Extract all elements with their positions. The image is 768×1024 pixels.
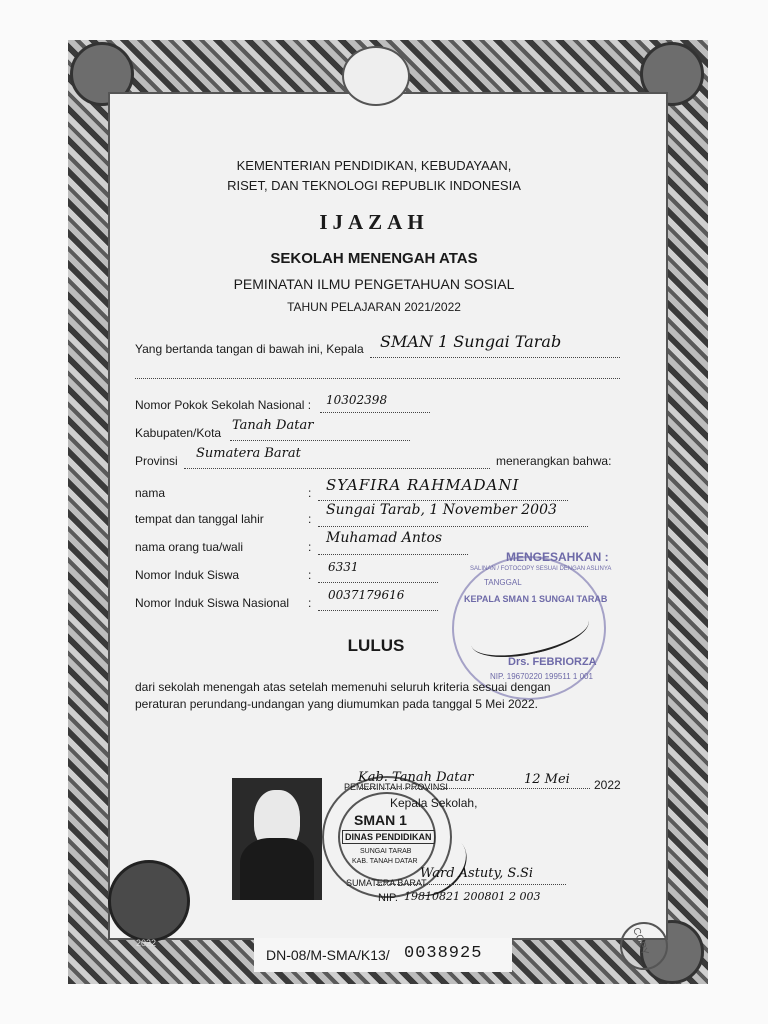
- result-status: LULUS: [347, 636, 405, 655]
- colon: :: [308, 486, 312, 500]
- garuda-emblem-icon: [342, 46, 410, 106]
- stamp-official-nip: NIP. 19670220 199511 1 001: [490, 672, 593, 681]
- stamp-line-3: KEPALA SMAN 1 SUNGAI TARAB: [464, 594, 608, 604]
- field-value-nisn: 0037179616: [328, 588, 405, 602]
- serial-number: 0038925: [404, 944, 483, 963]
- kabupaten-value: Tanah Datar: [232, 418, 314, 433]
- student-photo: [232, 778, 322, 900]
- intro-label: Yang bertanda tangan di bawah ini, Kepala: [135, 342, 364, 356]
- dotted-line: [135, 378, 620, 379]
- colon: :: [308, 596, 312, 610]
- field-label-nama: nama: [135, 486, 166, 500]
- seal-dinas: DINAS PENDIDIKAN: [342, 830, 435, 844]
- sign-year: 2022: [594, 778, 621, 792]
- dotted-line: [230, 440, 410, 441]
- npsn-value: 10302398: [326, 393, 388, 407]
- colon: :: [308, 568, 312, 582]
- colon: :: [308, 512, 312, 526]
- specialization: PEMINATAN ILMU PENGETAHUAN SOSIAL: [233, 276, 515, 292]
- dotted-line: [318, 610, 438, 611]
- stamp-line-2: TANGGAL: [484, 578, 522, 587]
- menerangkan-label: menerangkan bahwa:: [496, 454, 612, 468]
- seal-sub-1: SUNGAI TARAB: [360, 848, 412, 855]
- dotted-line: [318, 500, 568, 501]
- stamp-title: MENGESAHKAN :: [506, 550, 609, 564]
- seal-sub-2: KAB. TANAH DATAR: [352, 858, 418, 865]
- field-value-nis: 6331: [328, 560, 359, 574]
- colon: :: [308, 540, 312, 554]
- npsn-label: Nomor Pokok Sekolah Nasional :: [135, 398, 312, 412]
- serial-prefix: DN-08/M-SMA/K13/: [266, 947, 390, 963]
- field-label-nis: Nomor Induk Siswa: [135, 568, 240, 582]
- dotted-line: [184, 468, 490, 469]
- statement-line-1: dari sekolah menengah atas setelah memenuhi seluruh kriteria sesuai dengan: [135, 680, 551, 694]
- sign-date: 12 Mei: [524, 772, 570, 787]
- principal-name: Ward Astuty, S.Si: [420, 866, 534, 881]
- copy-mark-text: COPY: [630, 926, 651, 957]
- ministry-line-2: RISET, DAN TEKNOLOGI REPUBLIK INDONESIA: [227, 178, 521, 193]
- nip-label: NIP.: [378, 892, 398, 904]
- emblem-year: 2022: [136, 938, 157, 948]
- ministry-emblem-icon: [108, 860, 190, 942]
- bleed-through-text: [490, 102, 493, 113]
- dotted-line: [360, 788, 590, 789]
- seal-school-name: SMAN 1: [354, 812, 407, 828]
- principal-nip: 19810821 200801 2 003: [404, 890, 541, 903]
- seal-top-text: PEMERINTAH PROVINSI: [344, 782, 448, 792]
- sign-title: Kepala Sekolah,: [390, 796, 478, 810]
- ministry-line-1: KEMENTERIAN PENDIDIKAN, KEBUDAYAAN,: [236, 158, 512, 173]
- field-value-parent: Muhamad Antos: [326, 530, 443, 546]
- school-level: SEKOLAH MENENGAH ATAS: [270, 250, 478, 267]
- sign-place: Kab. Tanah Datar: [358, 770, 474, 785]
- provinsi-value: Sumatera Barat: [196, 446, 301, 461]
- field-value-nama: SYAFIRA RAHMADANI: [326, 476, 520, 494]
- school-name-value: SMAN 1 Sungai Tarab: [380, 332, 562, 351]
- field-value-ttl: Sungai Tarab, 1 November 2003: [326, 502, 557, 518]
- stamp-line-1: SALINAN / FOTOCOPY SESUAI DENGAN ASLINYA: [470, 566, 612, 572]
- document-title: IJAZAH: [319, 210, 429, 234]
- academic-year: TAHUN PELAJARAN 2021/2022: [287, 300, 461, 314]
- dotted-line: [318, 526, 588, 527]
- dotted-line: [318, 554, 468, 555]
- kabupaten-label: Kabupaten/Kota: [135, 426, 222, 440]
- field-label-nisn: Nomor Induk Siswa Nasional: [135, 596, 290, 610]
- statement-line-2: peraturan perundang-undangan yang diumumkan pada tanggal 5 Mei 2022.: [135, 697, 538, 711]
- dotted-line: [320, 412, 430, 413]
- photo-body: [240, 838, 314, 900]
- field-label-parent: nama orang tua/wali: [135, 540, 244, 554]
- field-label-ttl: tempat dan tanggal lahir: [135, 512, 264, 526]
- seal-bottom-text: SUMATERA BARAT: [346, 878, 427, 888]
- dotted-line: [370, 357, 620, 358]
- dotted-line: [376, 884, 566, 885]
- dotted-line: [318, 582, 438, 583]
- provinsi-label: Provinsi: [135, 454, 178, 468]
- stamp-official-name: Drs. FEBRIORZA: [508, 656, 597, 668]
